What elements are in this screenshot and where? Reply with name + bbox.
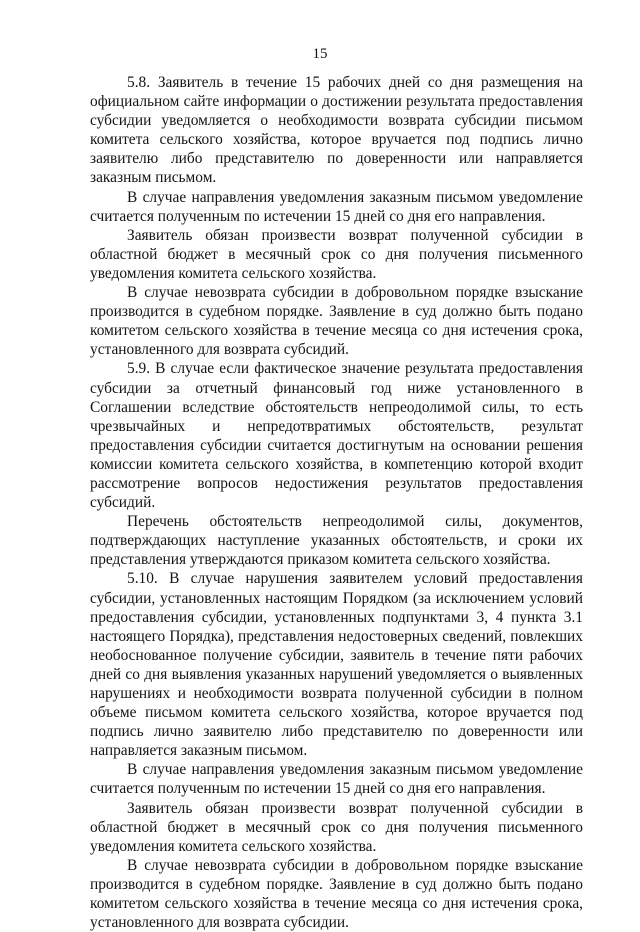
paragraph: Заявитель обязан произвести возврат полученной субсидии в областной бюджет в месячный срок со дня получения письменного уведомления комитета сельского хозяйства.: [90, 226, 583, 282]
document-body: [90, 73, 583, 932]
paragraph: В случае невозврата субсидии в добровольном порядке взыскание производится в судебном порядке. Заявление в суд должно быть подано комитетом сельского хозяйства в течение месяца со дня истечения срока, установленного для возврата субсидий.: [90, 284, 583, 359]
paragraph: 5.8. Заявитель в течение 15 рабочих дней со дня размещения на официальном сайте информации о достижении результата предоставления субсидии уведомляется о необходимости возврата субсидии письмом комитета сельского хозяйства, которое вручается под подпись лично заявителю либо представителю по доверенности или направляется заказным письмом.: [90, 74, 583, 187]
paragraph: В случае направления уведомления заказным письмом уведомление считается полученным по истечении 15 дней со дня его направления.: [90, 761, 583, 798]
paragraph: В случае невозврата субсидии в добровольном порядке взыскание производится в судебном порядке. Заявление в суд должно быть подано комитетом сельского хозяйства в течение месяца со дня истечения срока, установленного для возврата субсидии.: [90, 856, 583, 932]
paragraph: Заявитель обязан произвести возврат полученной субсидии в областной бюджет в месячный срок со дня получения письменного уведомления комитета сельского хозяйства.: [90, 799, 583, 855]
page-number: 15: [312, 46, 328, 62]
paragraph: В случае направления уведомления заказным письмом уведомление считается полученным по истечении 15 дней со дня его направления.: [90, 188, 583, 225]
paragraph: Перечень обстоятельств непреодолимой силы, документов, подтверждающих наступление указанных обстоятельств, и сроки их представления утверждаются приказом комитета сельского хозяйства.: [90, 513, 583, 569]
paragraph: 5.10. В случае нарушения заявителем условий предоставления субсидии, установленных настоящим Порядком (за исключением условий предоставления субсидии, установленных подпунктами 3, 4 пункта 3.1 настоящего Порядка), представления недостоверных сведений, повлекших необоснованное получение субсидии, заявитель в течение пяти рабочих дней со дня выявления указанных нарушений уведомляется о выявленных нарушениях и необходимости возврата полученной субсидии в полном объеме письмом комитета сельского хозяйства, которое вручается под подпись лично заявителю либо представителю по доверенности или направляется заказным письмом.: [90, 570, 583, 760]
paragraph: 5.9. В случае если фактическое значение результата предоставления субсидии за отчетный финансовый год ниже установленного в Соглашении вследствие обстоятельств непреодолимой силы, то есть чрезвычайных и непредотвратимых обстоятельств, результат предоставления субсидии считается достигнутым на основании решения комиссии комитета сельского хозяйства, в компетенцию которой входит рассмотрение вопросов недостижения результатов предоставления субсидий.: [90, 360, 583, 512]
